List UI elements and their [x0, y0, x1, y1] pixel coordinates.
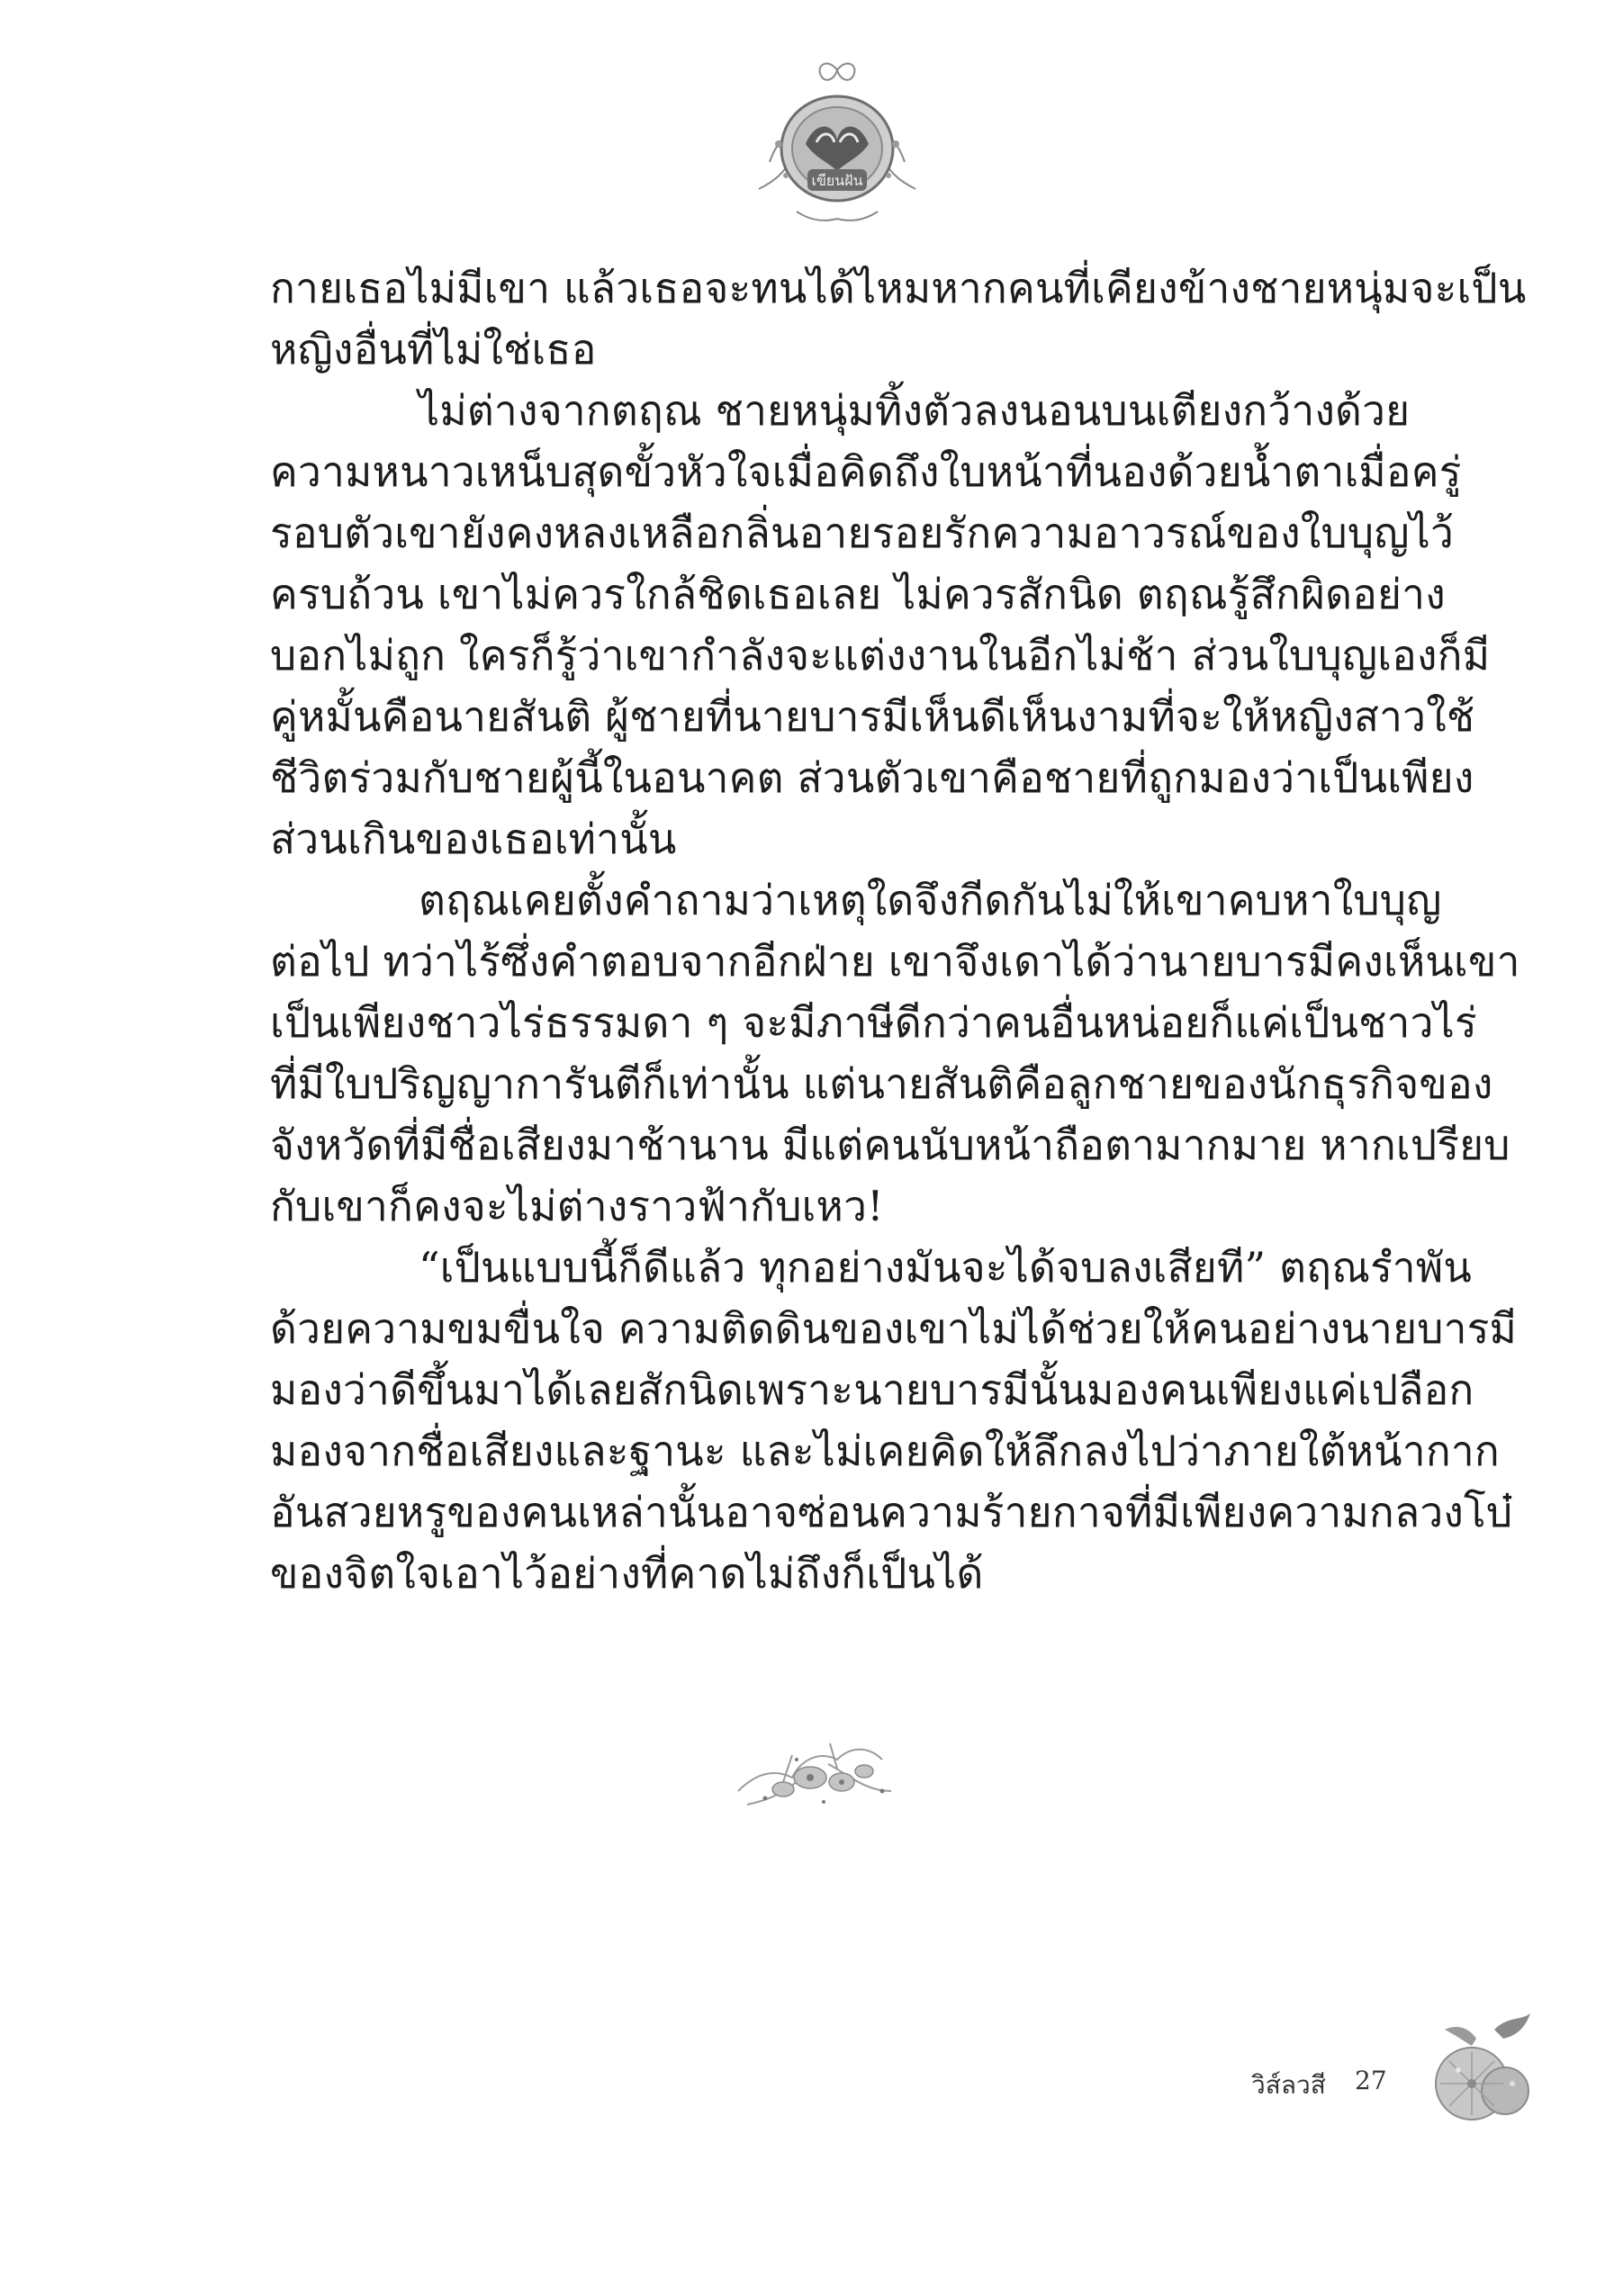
- text-line: กับเขาก็คงจะไม่ต่างราวฟ้ากับเหว!: [270, 1182, 884, 1230]
- text-line: ต่อไป ทว่าไร้ซึ่งคำตอบจากอีกฝ่าย เขาจึงเดาได้ว่านายบารมีคงเห็นเขา: [270, 937, 1520, 986]
- floral-divider-icon: [729, 1728, 909, 1827]
- text-line: มองจากชื่อเสียงและฐานะ และไม่เคยคิดให้ลึกลงไปว่าภายใต้หน้ากาก: [270, 1427, 1500, 1475]
- body-text: [270, 257, 1527, 1604]
- paragraph-3: [270, 869, 1520, 1237]
- svg-text:เขียนฝัน: เขียนฝัน: [811, 172, 863, 189]
- ornate-emblem-icon: [743, 54, 932, 234]
- text-line: ความหนาวเหน็บสุดขั้วหัวใจเมื่อคิดถึงใบหน้าที่นองด้วยน้ำตาเมื่อครู่: [270, 447, 1462, 496]
- text-line: ไม่ต่างจากตฤณ ชายหนุ่มทิ้งตัวลงนอนบนเตียงกว้างด้วย: [419, 386, 1411, 435]
- text-line: คู่หมั้นคือนายสันติ ผู้ชายที่นายบารมีเห็นดีเห็นงามที่จะให้หญิงสาวใช้: [270, 692, 1475, 741]
- text-line: ตฤณเคยตั้งคำถามว่าเหตุใดจึงกีดกันไม่ให้เขาคบหาใบบุญ: [419, 876, 1442, 924]
- book-title: วิส์ลวสี: [1251, 2070, 1326, 2100]
- paragraph-4: [270, 1237, 1518, 1604]
- text-line: ส่วนเกินของเธอเท่านั้น: [270, 815, 677, 863]
- text-line: ครบถ้วน เขาไม่ควรใกล้ชิดเธอเลย ไม่ควรสักนิด ตฤณรู้สึกผิดอย่าง: [270, 570, 1446, 618]
- text-line: รอบตัวเขายังคงหลงเหลือกลิ่นอายรอยรักความอาวรณ์ของใบบุญไว้: [270, 509, 1455, 557]
- text-line: จังหวัดที่มีชื่อเสียงมาช้านาน มีแต่คนนับหน้าถือตามากมาย หากเปรียบ: [270, 1121, 1510, 1169]
- text-line: มองว่าดีขึ้นมาได้เลยสักนิดเพราะนายบารมีนั้นมองคนเพียงแค่เปลือก: [270, 1365, 1474, 1414]
- text-line: ด้วยความขมขื่นใจ ความติดดินของเขาไม่ได้ช่วยให้คนอย่างนายบารมี: [270, 1304, 1518, 1353]
- paragraph-1: [270, 257, 1527, 380]
- page-number: 27: [1355, 2066, 1387, 2095]
- text-line: บอกไม่ถูก ใครก็รู้ว่าเขากำลังจะแต่งงานในอีกไม่ช้า ส่วนใบบุญเองก็มี: [270, 631, 1491, 680]
- text-line: ของจิตใจเอาไว้อย่างที่คาดไม่ถึงก็เป็นได้: [270, 1549, 984, 1598]
- text-line: เป็นเพียงชาวไร่ธรรมดา ๆ จะมีภาษีดีกว่าคนอื่นหน่อยก็แค่เป็นชาวไร่: [270, 998, 1477, 1047]
- text-line: “เป็นแบบนี้ก็ดีแล้ว ทุกอย่างมันจะได้จบลงเสียที” ตฤณรำพัน: [419, 1243, 1472, 1292]
- paragraph-2: [270, 380, 1491, 869]
- text-line: อันสวยหรูของคนเหล่านั้นอาจซ่อนความร้ายกาจที่มีเพียงความกลวงโบ๋: [270, 1488, 1513, 1536]
- text-line: ที่มีใบปริญญาการันตีก็เท่านั้น แต่นายสันติคือลูกชายของนักธุรกิจของ: [270, 1059, 1493, 1108]
- text-line: หญิงอื่นที่ไม่ใช่เธอ: [270, 325, 597, 374]
- orange-fruit-icon: [1422, 2012, 1539, 2133]
- text-line: กายเธอไม่มีเขา แล้วเธอจะทนได้ไหมหากคนที่เคียงข้างชายหนุ่มจะเป็น: [270, 264, 1527, 312]
- text-line: ชีวิตร่วมกับชายผู้นี้ในอนาคต ส่วนตัวเขาคือชายที่ถูกมองว่าเป็นเพียง: [270, 753, 1474, 802]
